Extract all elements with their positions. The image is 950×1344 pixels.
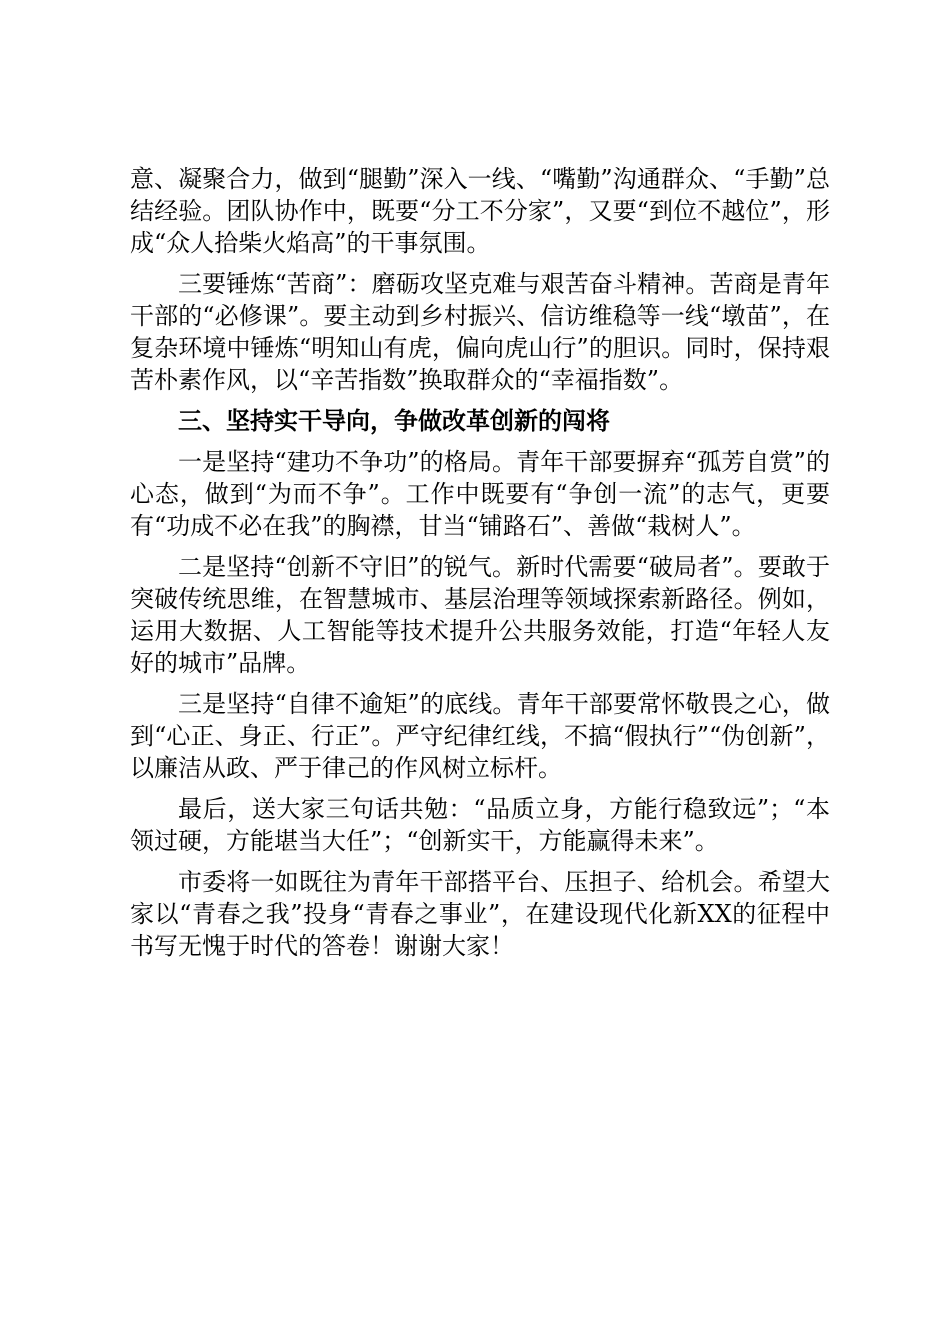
paragraph-point-two: 二是坚持“创新不守旧”的锐气。新时代需要“破局者”。要敢于突破传统思维，在智慧城市、基层治理等领域探索新路径。例如，运用大数据、人工智能等技术提升公共服务效能，打造“年轻人友好的城市”品牌。 (130, 553, 830, 677)
paragraph-point-three: 三是坚持“自律不逾矩”的底线。青年干部要常怀敬畏之心，做到“心正、身正、行正”。严守纪律红线，不搞“假执行”“伪创新”，以廉洁从政、严于律己的作风树立标杆。 (130, 690, 830, 782)
paragraph-point-one: 一是坚持“建功不争功”的格局。青年干部要摒弃“孤芳自赏”的心态，做到“为而不争”。工作中既要有“争创一流”的志气，更要有“功成不必在我”的胸襟，甘当“铺路石”、善做“栽树人”。 (130, 448, 830, 540)
paragraph-continuation: 意、凝聚合力，做到“腿勤”深入一线、“嘴勤”沟通群众、“手勤”总结经验。团队协作中，既要“分工不分家”，又要“到位不越位”，形成“众人拾柴火焰高”的干事氛围。 (130, 165, 830, 257)
paragraph-closing-words: 最后，送大家三句话共勉：“品质立身，方能行稳致远”；“本领过硬，方能堪当大任”；“创新实干，方能赢得未来”。 (130, 795, 830, 855)
paragraph-final: 市委将一如既往为青年干部搭平台、压担子、给机会。希望大家以“青春之我”投身“青春之事业”，在建设现代化新XX的征程中书写无愧于时代的答卷！谢谢大家！ (130, 868, 830, 960)
document-page (130, 163, 830, 962)
section-heading-three: 三、坚持实干导向，争做改革创新的闯将 (178, 407, 610, 435)
paragraph-tough-quotient: 三要锤炼“苦商”：磨砺攻坚克难与艰苦奋斗精神。苦商是青年干部的“必修课”。要主动到乡村振兴、信访维稳等一线“墩苗”，在复杂环境中锤炼“明知山有虎，偏向虎山行”的胆识。同时，保持艰苦朴素作风，以“辛苦指数”换取群众的“幸福指数”。 (130, 270, 830, 394)
